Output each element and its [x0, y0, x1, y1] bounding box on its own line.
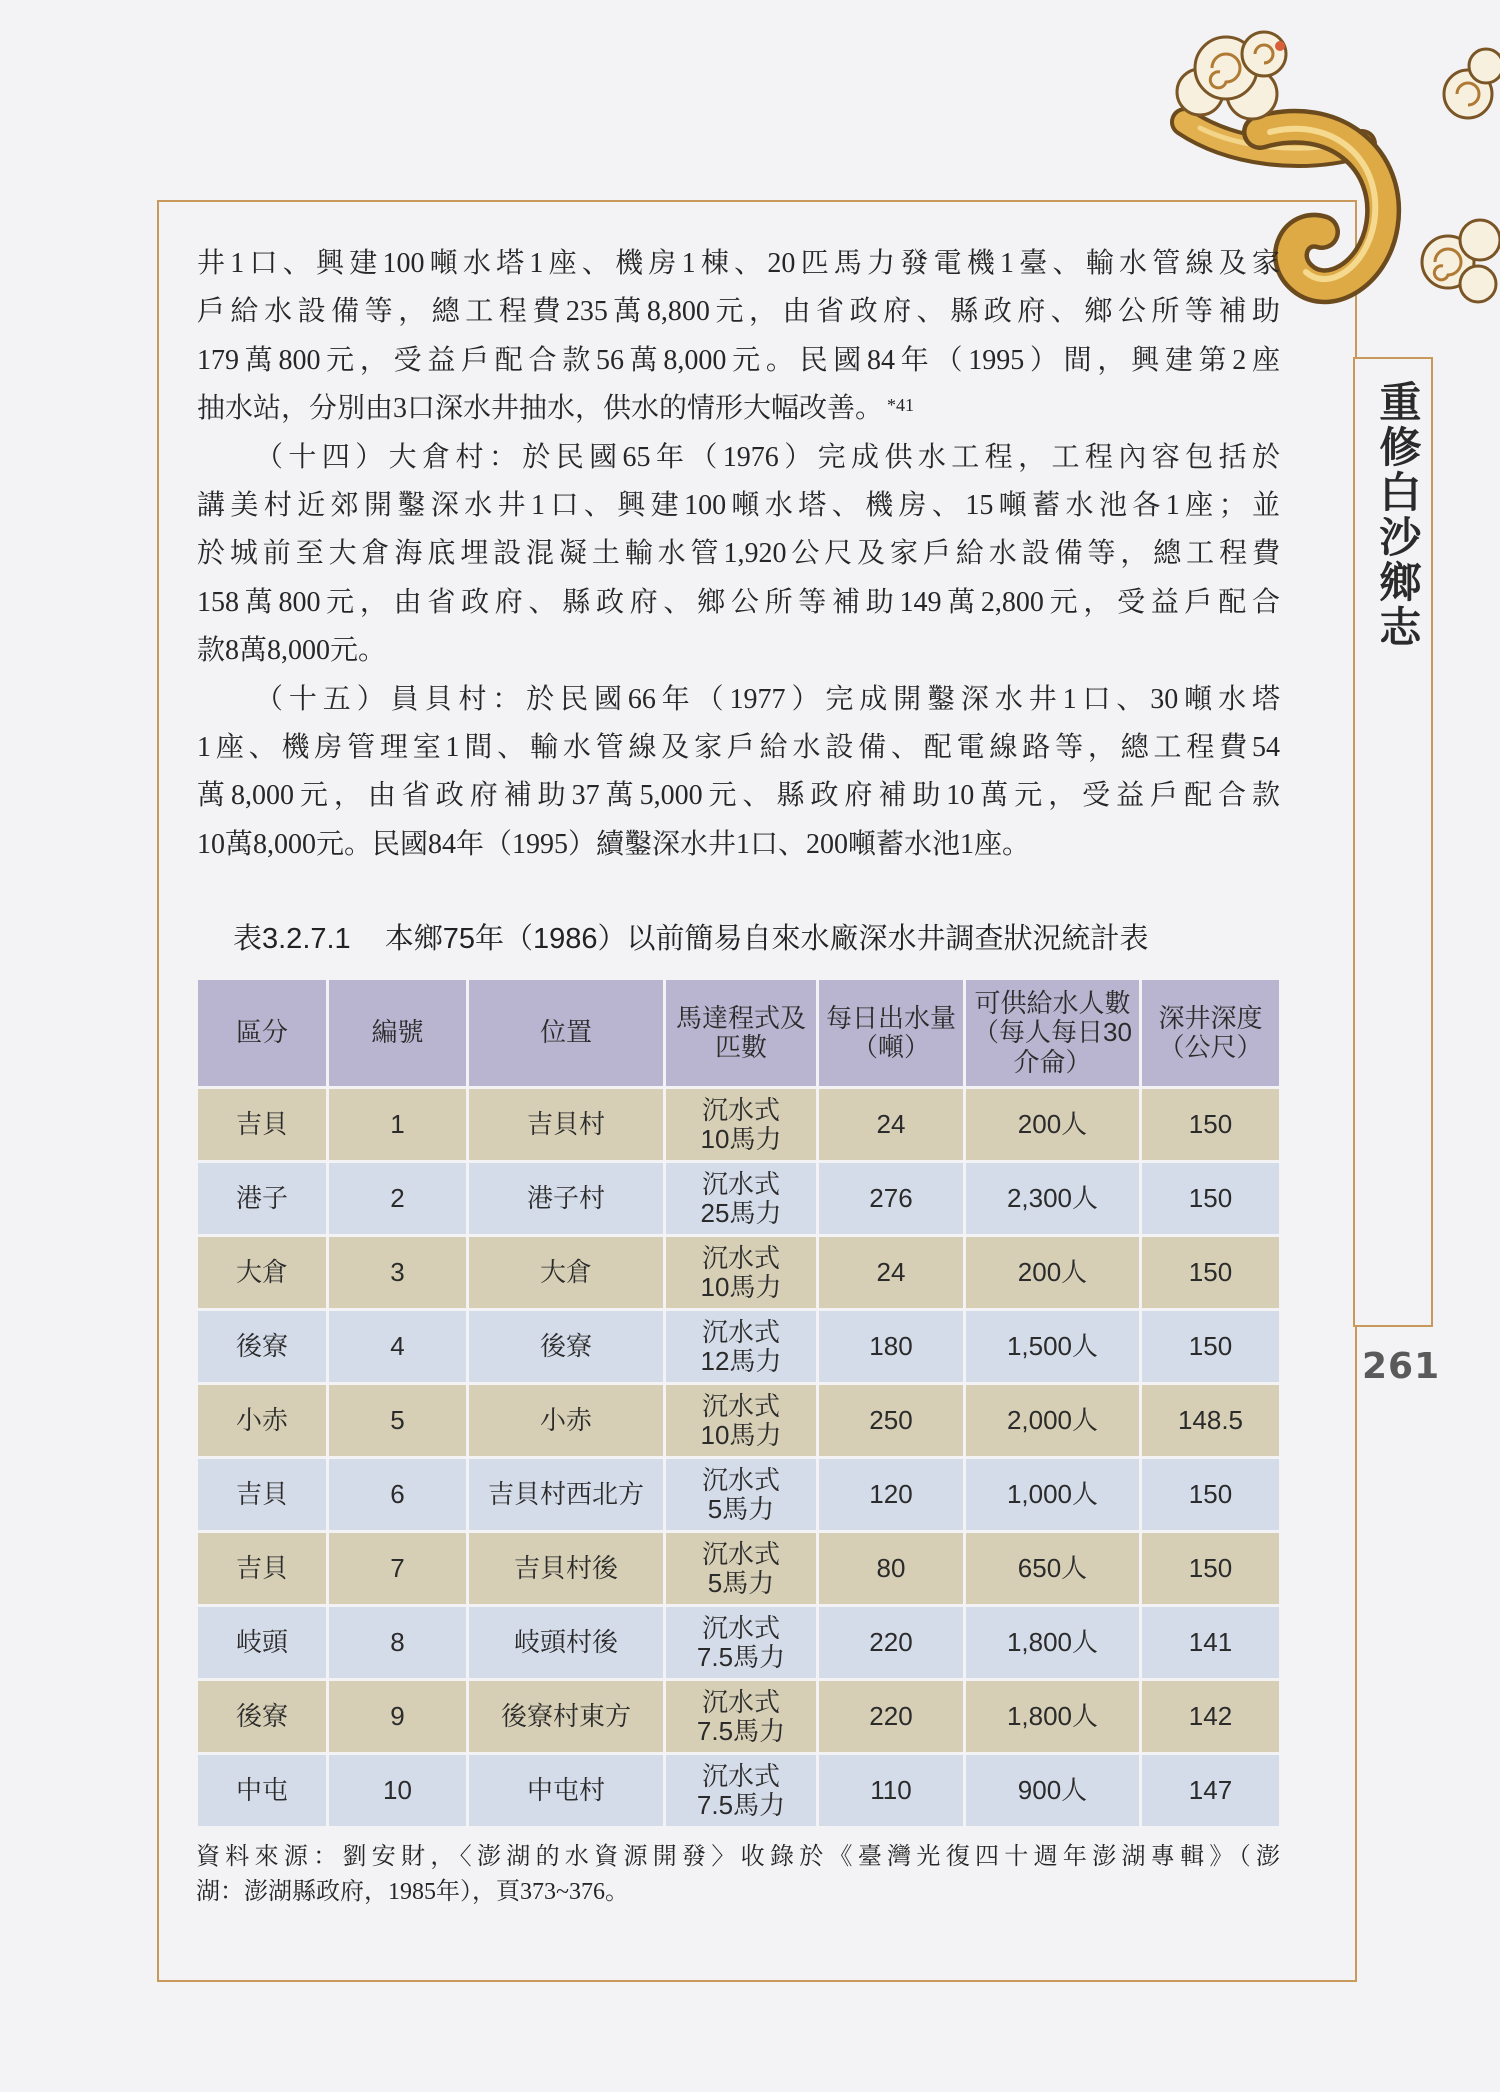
cell-daily-output: 220 [819, 1681, 963, 1752]
table-row [198, 1163, 1279, 1234]
cell-population: 1,500人 [966, 1311, 1139, 1382]
body-text [197, 240, 1280, 869]
header-population: 可供給水人數 （每人每日30 介侖） [966, 980, 1139, 1086]
cell-region: 吉貝 [198, 1459, 326, 1530]
body-line: 1座、機房管理室1間、輸水管線及家戶給水設備、配電線路等，總工程費54 [197, 731, 1280, 763]
cell-well-depth: 150 [1142, 1089, 1279, 1160]
cell-location: 後寮村東方 [469, 1681, 663, 1752]
cell-daily-output: 80 [819, 1533, 963, 1604]
cell-location: 吉貝村西北方 [469, 1459, 663, 1530]
cell-motor: 沉水式 7.5馬力 [666, 1607, 816, 1678]
cell-location: 小赤 [469, 1385, 663, 1456]
table-row [198, 1533, 1279, 1604]
cell-daily-output: 180 [819, 1311, 963, 1382]
running-title: 重修白沙鄉志 [1373, 380, 1423, 650]
cell-well-depth: 150 [1142, 1163, 1279, 1234]
cell-population: 900人 [966, 1755, 1139, 1826]
cell-motor: 沉水式 7.5馬力 [666, 1681, 816, 1752]
cell-population: 1,800人 [966, 1607, 1139, 1678]
cell-population: 200人 [966, 1089, 1139, 1160]
cell-well-depth: 150 [1142, 1311, 1279, 1382]
body-line: 於城前至大倉海底埋設混凝土輸水管1,920公尺及家戶給水設備等，總工程費 [197, 538, 1280, 570]
table-row [198, 1607, 1279, 1678]
cell-motor: 沉水式 25馬力 [666, 1163, 816, 1234]
cell-location: 大倉 [469, 1237, 663, 1308]
body-line-text: 抽水站，分別由3口深水井抽水，供水的情形大幅改善。 [197, 393, 884, 425]
cell-number: 3 [329, 1237, 466, 1308]
cell-location: 吉貝村 [469, 1089, 663, 1160]
source-line: 資料來源：劉安財，〈澎湖的水資源開發〉收錄於《臺灣光復四十週年澎湖專輯》（澎 [196, 1844, 1280, 1870]
cell-number: 6 [329, 1459, 466, 1530]
cell-region: 岐頭 [198, 1607, 326, 1678]
cell-daily-output: 24 [819, 1089, 963, 1160]
cell-number: 2 [329, 1163, 466, 1234]
table-row [198, 1089, 1279, 1160]
table-row [198, 1459, 1279, 1530]
cell-region: 後寮 [198, 1681, 326, 1752]
cell-region: 小赤 [198, 1385, 326, 1456]
cell-daily-output: 120 [819, 1459, 963, 1530]
body-line: 158萬800元，由省政府、縣政府、鄉公所等補助149萬2,800元，受益戶配合 [197, 586, 1280, 618]
table-caption-title: 本鄉75年（1986）以前簡易自來水廠深水井調查狀況統計表 [384, 923, 1149, 955]
table-row [198, 1237, 1279, 1308]
cell-well-depth: 142 [1142, 1681, 1279, 1752]
body-line-with-footnote [197, 385, 1280, 433]
header-region: 區分 [198, 980, 326, 1086]
body-line: 萬8,000元，由省政府補助37萬5,000元、縣政府補助10萬元，受益戶配合款 [197, 780, 1280, 812]
cell-population: 1,000人 [966, 1459, 1139, 1530]
table-row [198, 1681, 1279, 1752]
cell-well-depth: 150 [1142, 1459, 1279, 1530]
body-line: 款8萬8,000元。 [197, 635, 387, 667]
table-caption [233, 916, 1148, 957]
cell-population: 2,300人 [966, 1163, 1139, 1234]
cell-daily-output: 220 [819, 1607, 963, 1678]
cell-location: 中屯村 [469, 1755, 663, 1826]
header-location: 位置 [469, 980, 663, 1086]
cell-location: 岐頭村後 [469, 1607, 663, 1678]
cell-region: 中屯 [198, 1755, 326, 1826]
cell-motor: 沉水式 10馬力 [666, 1385, 816, 1456]
body-line: 講美村近郊開鑿深水井1口、興建100噸水塔、機房、15噸蓄水池各1座；並 [197, 489, 1280, 521]
header-motor: 馬達程式及 匹數 [666, 980, 816, 1086]
table-row [198, 1755, 1279, 1826]
source-note [196, 1840, 1280, 1910]
cell-daily-output: 24 [819, 1237, 963, 1308]
cell-location: 後寮 [469, 1311, 663, 1382]
cell-number: 8 [329, 1607, 466, 1678]
cell-number: 7 [329, 1533, 466, 1604]
body-line: 井1口、興建100噸水塔1座、機房1棟、20匹馬力發電機1臺、輸水管線及家 [197, 248, 1280, 279]
cell-region: 吉貝 [198, 1089, 326, 1160]
cell-motor: 沉水式 10馬力 [666, 1089, 816, 1160]
table-caption-label: 表3.2.7.1 [233, 923, 351, 955]
header-well-depth: 深井深度 （公尺） [1142, 980, 1279, 1086]
cell-population: 200人 [966, 1237, 1139, 1308]
cell-well-depth: 148.5 [1142, 1385, 1279, 1456]
body-line: 179萬800元，受益戶配合款56萬8,000元。民國84年（1995）間，興建第2座 [197, 344, 1280, 376]
cell-motor: 沉水式 7.5馬力 [666, 1755, 816, 1826]
cell-number: 1 [329, 1089, 466, 1160]
water-well-table [195, 977, 1282, 1829]
body-line: 10萬8,000元。民國84年（1995）續鑿深水井1口、200噸蓄水池1座。 [197, 828, 1031, 860]
cell-population: 1,800人 [966, 1681, 1139, 1752]
cell-location: 吉貝村後 [469, 1533, 663, 1604]
table-row [198, 1385, 1279, 1456]
cell-well-depth: 150 [1142, 1237, 1279, 1308]
source-line: 湖：澎湖縣政府，1985年），頁373~376。 [196, 1879, 629, 1905]
body-line: （十五）員貝村：於民國66年（1977）完成開鑿深水井1口、30噸水塔 [255, 683, 1280, 715]
body-line: 戶給水設備等，總工程費235萬8,800元，由省政府、縣政府、鄉公所等補助 [197, 296, 1280, 328]
cell-population: 2,000人 [966, 1385, 1139, 1456]
cell-region: 後寮 [198, 1311, 326, 1382]
cell-daily-output: 276 [819, 1163, 963, 1234]
cell-location: 港子村 [469, 1163, 663, 1234]
cell-daily-output: 110 [819, 1755, 963, 1826]
cell-number: 9 [329, 1681, 466, 1752]
cell-motor: 沉水式 5馬力 [666, 1533, 816, 1604]
cell-daily-output: 250 [819, 1385, 963, 1456]
cell-motor: 沉水式 12馬力 [666, 1311, 816, 1382]
cell-well-depth: 147 [1142, 1755, 1279, 1826]
cell-motor: 沉水式 5馬力 [666, 1459, 816, 1530]
table-row [198, 1311, 1279, 1382]
header-daily-output: 每日出水量 （噸） [819, 980, 963, 1086]
cell-number: 4 [329, 1311, 466, 1382]
footnote-ref: *41 [887, 395, 915, 416]
cell-population: 650人 [966, 1533, 1139, 1604]
cell-motor: 沉水式 10馬力 [666, 1237, 816, 1308]
body-line: （十四）大倉村：於民國65年（1976）完成供水工程，工程內容包括於 [255, 441, 1280, 473]
cell-number: 10 [329, 1755, 466, 1826]
cell-number: 5 [329, 1385, 466, 1456]
cell-well-depth: 141 [1142, 1607, 1279, 1678]
cell-well-depth: 150 [1142, 1533, 1279, 1604]
table-header-row [198, 980, 1279, 1086]
header-number: 編號 [329, 980, 466, 1086]
cell-region: 港子 [198, 1163, 326, 1234]
page-number: 261 [1362, 1346, 1441, 1387]
cell-region: 大倉 [198, 1237, 326, 1308]
cell-region: 吉貝 [198, 1533, 326, 1604]
